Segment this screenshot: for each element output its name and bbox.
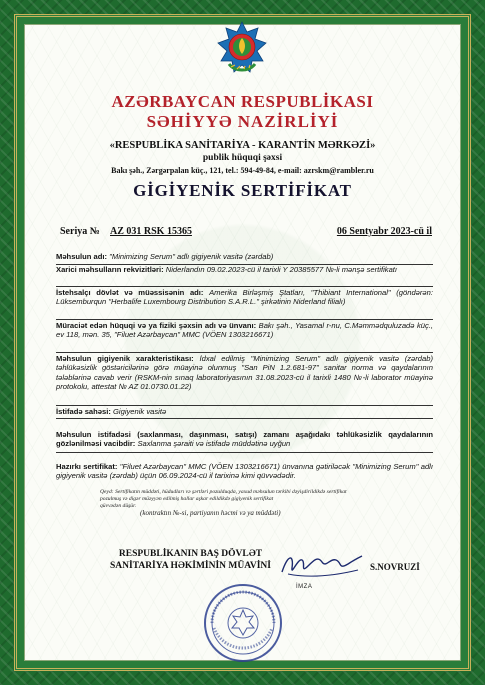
field-product-name: Məhsulun adı: "Minimizing Serum" adlı gigiyenik vasitə (zərdab) xyxy=(56,252,274,261)
field-safety-rules: Məhsulun istifadəsi (saxlanması, daşınması, satışı) zamanı aşağıdakı təhlükəsizlik qaydalarının gözlənilməsi vacibdir: Saxlanma şəraiti və istifadə müddətinə uyğun xyxy=(56,430,433,449)
control-note: (kontraktın №-si, partiyanın həcmi və ya müddəti) xyxy=(140,509,281,517)
divider xyxy=(56,319,433,320)
field-manufacturer: İstehsalçı dövlət və müəssisənin adı: Amerika Birləşmiş Ştatları, "Thibiant International" (göndərən: Lüksemburqun "Herbalife Luxembourg Distribution S.A.R.L." şirkətinin Niderland filialı) xyxy=(56,288,433,307)
republic-title: AZƏRBAYCAN RESPUBLİKASI xyxy=(111,92,374,111)
ministry-title: SƏHİYYƏ NAZİRLİYİ xyxy=(146,112,339,131)
field-hygienic-characteristics: Məhsulun gigiyenik xarakteristikası: İdxal edilmiş "Minimizing Serum" adlı gigiyenik vasitə (zərdab) təhlükəsizlik göstəricilərinə görə müayinə olunmuş "San PiN 1.2.681-97" sanitar norma və qaydalarının tələblərinə cavab verir (RSKM-nin sınaq laboratoriyasının 31.08.2023-cü il tarixli 1480 №-li laborator müayinə protokolu, attestat № AZ 01.0730.01.22) xyxy=(56,354,433,392)
divider xyxy=(56,452,433,453)
divider xyxy=(56,286,433,287)
note-line-1: Qeyd: Sertifikatın müddəti, hüdudları və şərtləri pozulduqda, yaxud məhsulun tərkibi dəyişdirildikdə sertifikat xyxy=(100,489,347,495)
legal-form: publik hüquqi şəxsi xyxy=(202,153,283,163)
note-line-2: pozulmuş və digər müəyyən edilmiş hallar aşkar edildikdə gigiyenik sertifikat xyxy=(100,496,274,502)
official-seal-icon xyxy=(198,582,288,664)
field-validity: Hazırkı sertifikat: "Filuet Azərbaycan" MMC (VÖEN 1303216671) ünvanına gətiriləcək "Minimizing Serum" adlı gigiyenik vasitə (zərdab) üçün 06.09.2024-cü il tarixinə kimi qüvvədədir. xyxy=(56,462,433,481)
note-line-3: qüvvədən düşür. xyxy=(100,503,137,509)
certificate-title: GİGİYENİK SERTİFİKAT xyxy=(133,181,352,200)
field-usage-area: İstifadə sahəsi: Gigiyenik vasitə xyxy=(56,407,167,416)
divider xyxy=(56,352,433,353)
handwritten-signature-icon xyxy=(278,548,364,582)
address-line: Bakı şəh., Zərgərpalan küç., 121, tel.: 594-49-84, e-mail: azrskm@rambler.ru xyxy=(111,166,374,175)
field-applicant: Müraciət edən hüquqi və ya fiziki şəxsin adı və ünvanı: Bakı şəh., Yasamal r-nu, C.Məmmədquluzadə küç., ev 118, mən. 35, "Filuet Azərbaycan" MMC (VÖEN 1303216671) xyxy=(56,321,433,340)
divider xyxy=(56,418,433,419)
issuing-center: «RESPUBLİKA SANİTARİYA - KARANTİN MƏRKƏZİ» xyxy=(109,140,376,151)
signatory-name: S.NOVRUZİ xyxy=(370,562,420,572)
issue-date: 06 Sentyabr 2023-cü il xyxy=(336,226,432,237)
series-number: AZ 031 RSK 15365 xyxy=(110,226,192,237)
signatory-title: RESPUBLİKANIN BAŞ DÖVLƏT SANİTARİYA HƏKİMİNİN MÜAVİNİ xyxy=(110,549,271,571)
divider xyxy=(56,405,433,406)
signature-label: İMZA xyxy=(296,584,313,590)
series-label: Seriya № xyxy=(60,226,100,237)
series-row xyxy=(60,226,432,238)
field-foreign-details: Xarici məhsulların rekvizitləri: Niderlandın 09.02.2023-cü il tarixli Y 20385577 №-li mənşə sertifikatı xyxy=(56,265,398,274)
state-emblem-icon xyxy=(215,20,269,78)
